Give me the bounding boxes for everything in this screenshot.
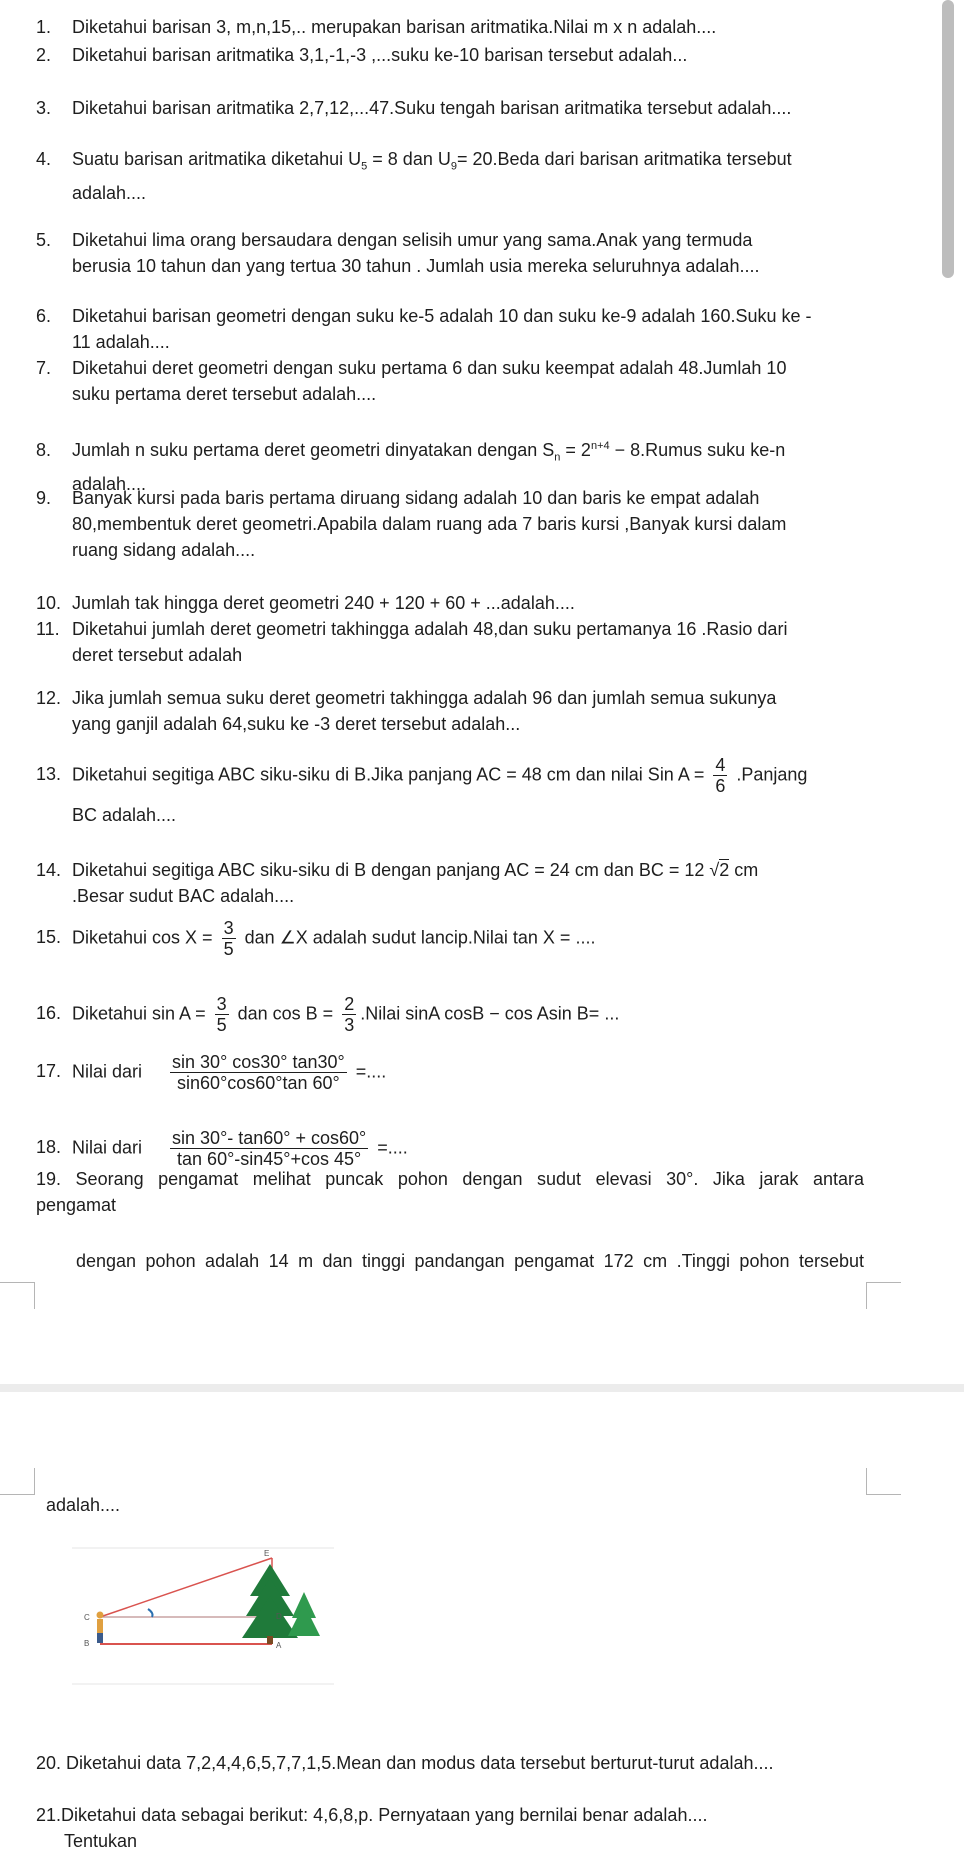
- page-corner-mark: [0, 1282, 35, 1309]
- question-17: 17. Nilai dari $\frac{\sin 30^\circ \cos 30^\circ \tan 30^\circ}{\sin 60^\circ\cos 60^\circ\tan 60^\circ}$ =....: [36, 1052, 387, 1093]
- page-corner-mark: [866, 1282, 901, 1309]
- trig-fraction: $\frac{\sin 30^\circ- \tan 60^\circ + \cos 60^\circ}{\tan 60^\circ-\sin 45^\circ+\cos 45^\circ}$: [172, 1128, 367, 1169]
- question-11: 11. Diketahui jumlah deret geometri takhingga adalah 48,dan suku pertamanya 16 .Rasio dari deret tersebut adalah: [36, 619, 788, 665]
- question-19-line-1: 19. Seorang pengamat melihat puncak pohon dengan sudut elevasi 30°. Jika jarak antara: [36, 1169, 864, 1189]
- fraction-2-3: $\frac{2}{3}$: [344, 994, 355, 1035]
- fraction-3-5: $\frac{3}{5}$: [223, 918, 234, 959]
- tree-icon: [242, 1564, 298, 1644]
- scrollbar-thumb[interactable]: [942, 0, 954, 278]
- point-label-c: C: [84, 1613, 90, 1622]
- page-corner-mark: [0, 1468, 35, 1495]
- question-20: 20. Diketahui data 7,2,4,4,6,5,7,7,1,5.Mean dan modus data tersebut berturut-turut adalah....: [36, 1753, 774, 1773]
- fraction-4-6: $\frac{4}{6}$: [715, 755, 726, 796]
- elevation-line: [100, 1558, 272, 1617]
- page-break: [0, 1384, 964, 1392]
- question-13: 13. Diketahui segitiga ABC siku-siku di B.Jika panjang AC = 48 cm dan nilai Sin A = $\frac{4}{6}$ .Panjang BC adalah....: [36, 755, 808, 825]
- small-tree-icon: [288, 1592, 320, 1636]
- question-14: 14. Diketahui segitiga ABC siku-siku di B dengan panjang AC = 24 cm dan BC = 12 √2 cm .Besar sudut BAC adalah....: [36, 860, 759, 906]
- question-12: 12. Jika jumlah semua suku deret geometri takhingga adalah 96 dan jumlah semua sukunya yang ganjil adalah 64,suku ke -3 deret tersebut adalah...: [36, 688, 777, 734]
- question-7: 7. Diketahui deret geometri dengan suku pertama 6 dan suku keempat adalah 48.Jumlah 10 suku pertama deret tersebut adalah....: [36, 358, 787, 404]
- question-19-line-4: adalah....: [46, 1495, 121, 1515]
- question-1: 1. Diketahui barisan 3, m,n,15,.. merupakan barisan aritmatika.Nilai m x n adalah....: [36, 17, 717, 37]
- trig-fraction: $\frac{\sin 30^\circ \cos 30^\circ \tan 30^\circ}{\sin 60^\circ\cos 60^\circ\tan 60^\circ}$: [172, 1052, 345, 1093]
- question-10: 10. Jumlah tak hingga deret geometri 240 + 120 + 60 + ...adalah....: [36, 593, 575, 613]
- question-18: 18. Nilai dari $\frac{\sin 30^\circ- \tan 60^\circ + \cos 60^\circ}{\tan 60^\circ-\sin 45^\circ+\cos 45^\circ}$ =....: [36, 1128, 408, 1169]
- question-2: 2. Diketahui barisan aritmatika 3,1,-1,-3 ,...suku ke-10 barisan tersebut adalah...: [36, 45, 688, 65]
- question-19-line-3: dengan pohon adalah 14 m dan tinggi pandangan pengamat 172 cm .Tinggi pohon tersebut: [76, 1251, 864, 1271]
- question-21: 21.Diketahui data sebagai berikut: 4,6,8,p. Pernyataan yang bernilai benar adalah.... Tentukan: [36, 1805, 708, 1851]
- sqrt-symbol: √: [709, 860, 720, 880]
- point-label-e: E: [264, 1549, 270, 1558]
- question-4: 4. Suatu barisan aritmatika diketahui $U_5 = 8$ dan $U_9=$ 20.Beda dari barisan aritmatika tersebut adalah....: [36, 149, 792, 203]
- question-16: 16. Diketahui sin A = $\frac{3}{5}$ dan cos B = $\frac{2}{3}$ .Nilai sinA cosB − cos Asin B= ...: [36, 994, 620, 1035]
- elevation-angle-arc: [148, 1609, 153, 1617]
- question-6: 6. Diketahui barisan geometri dengan suku ke-5 adalah 10 dan suku ke-9 adalah 160.Suku ke - 11 adalah....: [36, 306, 812, 352]
- point-label-a: A: [276, 1641, 282, 1650]
- point-label-b: B: [84, 1639, 90, 1648]
- fraction-3-5: $\frac{3}{5}$: [216, 994, 227, 1035]
- question-8: 8. Jumlah n suku pertama deret geometri dinyatakan dengan $S_n = 2^{n+4}$ − 8.Rumus suku ke-n adalah....: [36, 440, 786, 494]
- question-9: 9. Banyak kursi pada baris pertama diruang sidang adalah 10 dan baris ke empat adalah 80,membentuk deret geometri.Apabila dalam ruang ada 7 baris kursi ,Banyak kursi dalam ruang sidang adalah....: [36, 488, 787, 560]
- question-5: 5. Diketahui lima orang bersaudara dengan selisih umur yang sama.Anak yang termuda berusia 10 tahun dan yang tertua 30 tahun . Jumlah usia mereka seluruhnya adalah....: [36, 230, 760, 276]
- point-label-d: D: [276, 1612, 282, 1621]
- tree-elevation-figure: [72, 1546, 334, 1686]
- question-15: 15. Diketahui cos X = $\frac{3}{5}$ dan ∠X adalah sudut lancip.Nilai tan X = ....: [36, 918, 596, 959]
- page-corner-mark: [866, 1468, 901, 1495]
- observer-icon: [97, 1612, 104, 1644]
- question-3: 3. Diketahui barisan aritmatika 2,7,12,...47.Suku tengah barisan aritmatika tersebut adalah....: [36, 98, 792, 118]
- question-19-line-2: pengamat: [36, 1195, 117, 1215]
